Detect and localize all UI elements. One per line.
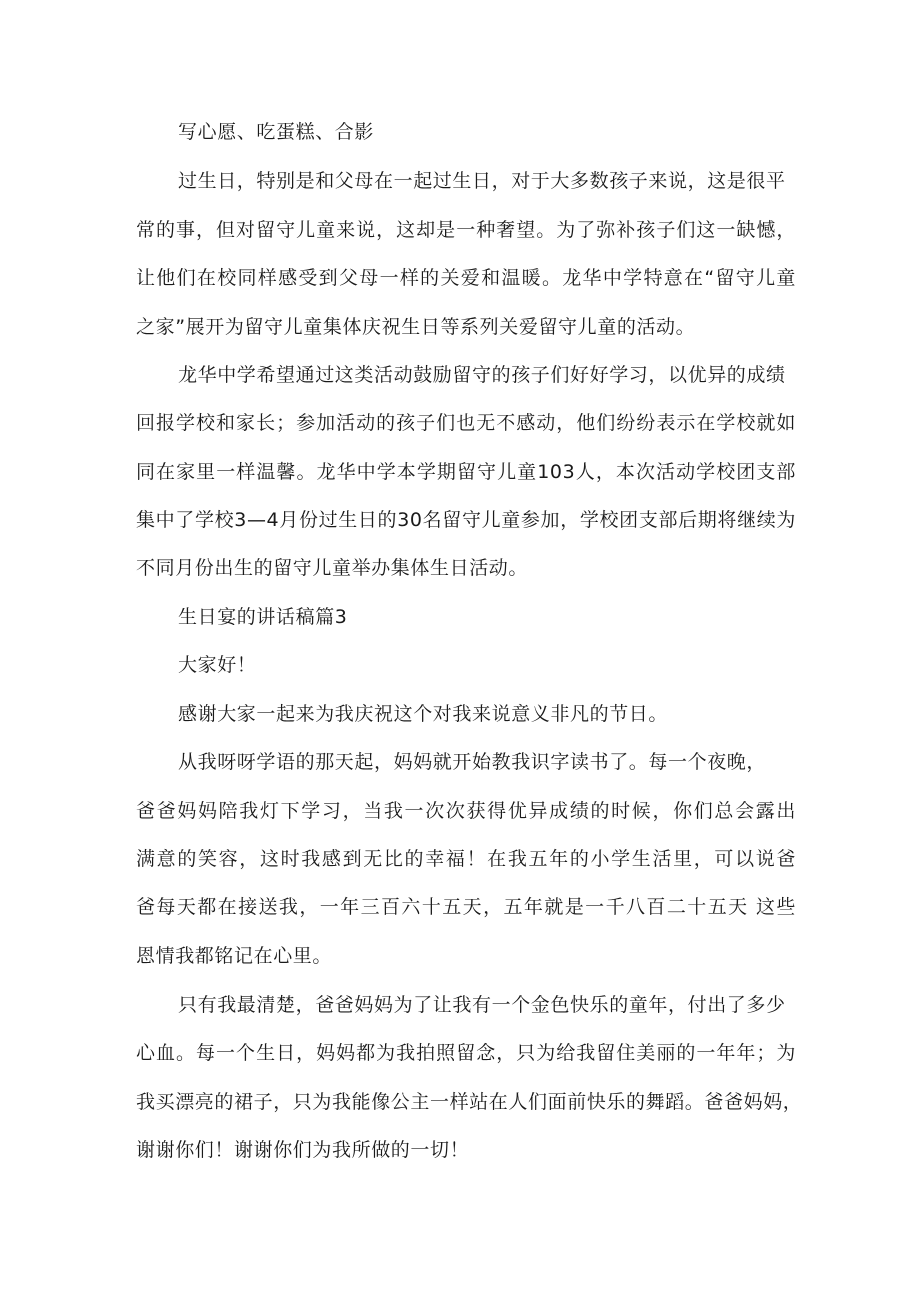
paragraph-line: 谢谢你们！谢谢你们为我所做的一切！	[136, 1139, 470, 1161]
paragraph-line: 过生日，特别是和父母在一起过生日，对于大多数孩子来说，这是很平	[178, 170, 786, 192]
paragraph-line: 满意的笑容，这时我感到无比的幸福！在我五年的小学生活里，可以说爸	[136, 848, 796, 870]
paragraph-line: 不同月份出生的留守儿童举办集体生日活动。	[136, 557, 529, 579]
thanks-line: 感谢大家一起来为我庆祝这个对我来说意义非凡的节日。	[178, 703, 669, 725]
paragraph-line: 常的事，但对留守儿童来说，这却是一种奢望。为了弥补孩子们这一缺憾，	[136, 219, 796, 241]
paragraph-line: 心血。每一个生日，妈妈都为我拍照留念，只为给我留住美丽的一年年；为	[136, 1042, 796, 1064]
paragraph-line: 回报学校和家长；参加活动的孩子们也无不感动，他们纷纷表示在学校就如	[136, 412, 796, 434]
section-heading: 写心愿、吃蛋糕、合影	[178, 121, 375, 143]
paragraph-line: 龙华中学希望通过这类活动鼓励留守的孩子们好好学习，以优异的成绩	[178, 364, 786, 386]
paragraph-line: 让他们在校同样感受到父母一样的关爱和温暖。龙华中学特意在“留守儿童	[136, 267, 796, 289]
paragraph-line: 只有我最清楚，爸爸妈妈为了让我有一个金色快乐的童年，付出了多少	[178, 994, 786, 1016]
paragraph-line: 之家”展开为留守儿童集体庆祝生日等系列关爱留守儿童的活动。	[136, 316, 696, 338]
paragraph-line: 恩情我都铭记在心里。	[136, 945, 333, 967]
paragraph-line: 爸每天都在接送我，一年三百六十五天，五年就是一千八百二十五天 这些	[136, 896, 796, 918]
paragraph-line: 我买漂亮的裙子，只为我能像公主一样站在人们面前快乐的舞蹈。爸爸妈妈，	[136, 1091, 803, 1113]
paragraph-line: 从我呀呀学语的那天起，妈妈就开始教我识字读书了。每一个夜晚，	[178, 751, 767, 773]
greeting-line: 大家好！	[178, 654, 257, 676]
speech-title: 生日宴的讲话稿篇3	[178, 606, 348, 628]
paragraph-line: 同在家里一样温馨。龙华中学本学期留守儿童103人，本次活动学校团支部	[136, 461, 796, 483]
paragraph-line: 爸爸妈妈陪我灯下学习，当我一次次获得优异成绩的时候，你们总会露出	[136, 800, 796, 822]
paragraph-line: 集中了学校3—4月份过生日的30名留守儿童参加，学校团支部后期将继续为	[136, 509, 796, 531]
